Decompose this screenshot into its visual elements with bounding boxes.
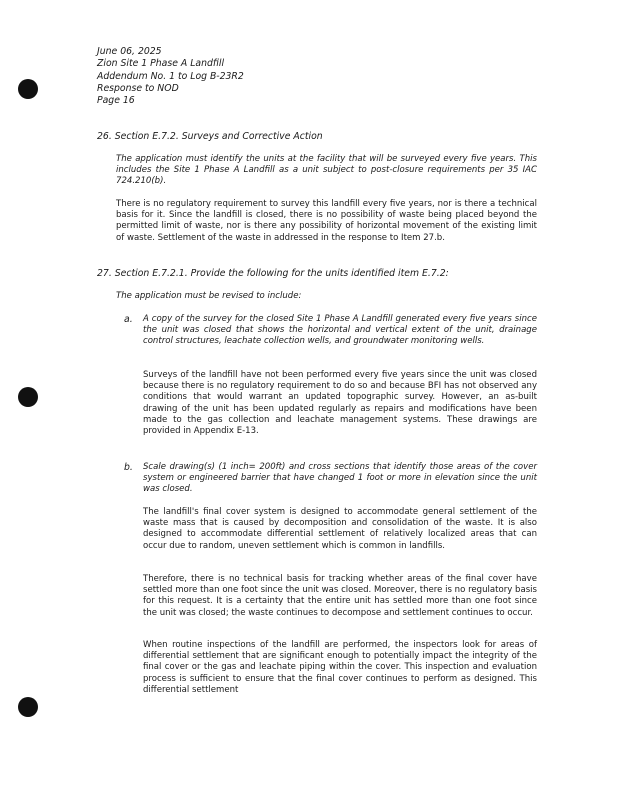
item-27a-response: Surveys of the landfill have not been performed every five years since the unit was closed because there is no regulatory requirement to do so and because BFI has not observed any conditions that would warrant an updated topographic survey. However, an as-built drawing of the unit has been updated regularly as repairs and modifications have been made to the gas collection and leachate management systems. These drawings are provided in Appendix E-13. (143, 370, 537, 437)
item-27b-requirement: Scale drawing(s) (1 inch= 200ft) and cross sections that identify those areas of the cover system or engineered barrier that have changed 1 foot or more in elevation since the unit was closed. (143, 462, 537, 495)
header-addendum: Addendum No. 1 to Log B-23R2 (97, 70, 244, 82)
punch-hole-top (18, 79, 38, 99)
page-header (97, 46, 244, 107)
item-27a-requirement: A copy of the survey for the closed Site 1 Phase A Landfill generated every five years since the unit was closed that shows the horizontal and vertical extent of the unit, drainage control structures, leachate collection wells, and groundwater monitoring wells. (143, 314, 537, 347)
item-27b-response-2: Therefore, there is no technical basis for tracking whether areas of the final cover have settled more than one foot since the unit was closed. Moreover, there is no regulatory basis for this request. It is a certainty that the entire unit has settled more than one foot since the unit was closed; the waste continues to decompose and settlement continues to occur. (143, 574, 537, 618)
item-27-heading: 27. Section E.7.2.1. Provide the following for the units identified item E.7.2: (97, 268, 449, 279)
header-page-number: Page 16 (97, 95, 135, 107)
header-response: Response to NOD (97, 82, 179, 94)
punch-hole-middle (18, 387, 38, 407)
item-27b-response-1: The landfill's final cover system is designed to accommodate general settlement of the waste mass that is caused by decomposition and consolidation of the waste. It is also designed to accommodate differential settlement of relatively localized areas that can occur due to random, uneven settlement which is common in landfills. (143, 507, 537, 551)
header-project: Zion Site 1 Phase A Landfill (97, 58, 225, 70)
item-27b-response-3: When routine inspections of the landfill are performed, the inspectors look for areas of differential settlement that are significant enough to potentially impact the integrity of the final cover or the gas and leachate piping within the cover. This inspection and evaluation process is sufficient to ensure that the final cover continues to perform as designed. This differential settlement (143, 640, 537, 695)
item-27-intro: The application must be revised to include: (116, 291, 302, 301)
item-26-heading: 26. Section E.7.2. Surveys and Corrective Action (97, 131, 323, 142)
item-27b-letter: b. (124, 462, 133, 473)
header-date: June 06, 2025 (97, 46, 162, 57)
item-26-requirement: The application must identify the units at the facility that will be surveyed every five years. This includes the Site 1 Phase A Landfill as a unit subject to post-closure requirements per 35 IAC 724.210(b). (116, 154, 537, 187)
item-27a-letter: a. (124, 314, 133, 325)
punch-hole-bottom (18, 697, 38, 717)
item-26-response: There is no regulatory requirement to survey this landfill every five years, nor is there a technical basis for it. Since the landfill is closed, there is no possibility of waste being placed beyond the permitted limit of waste, nor is there any possibility of horizontal movement of the existing limit of waste. Settlement of the waste in addressed in the response to Item 27.b. (116, 199, 537, 243)
